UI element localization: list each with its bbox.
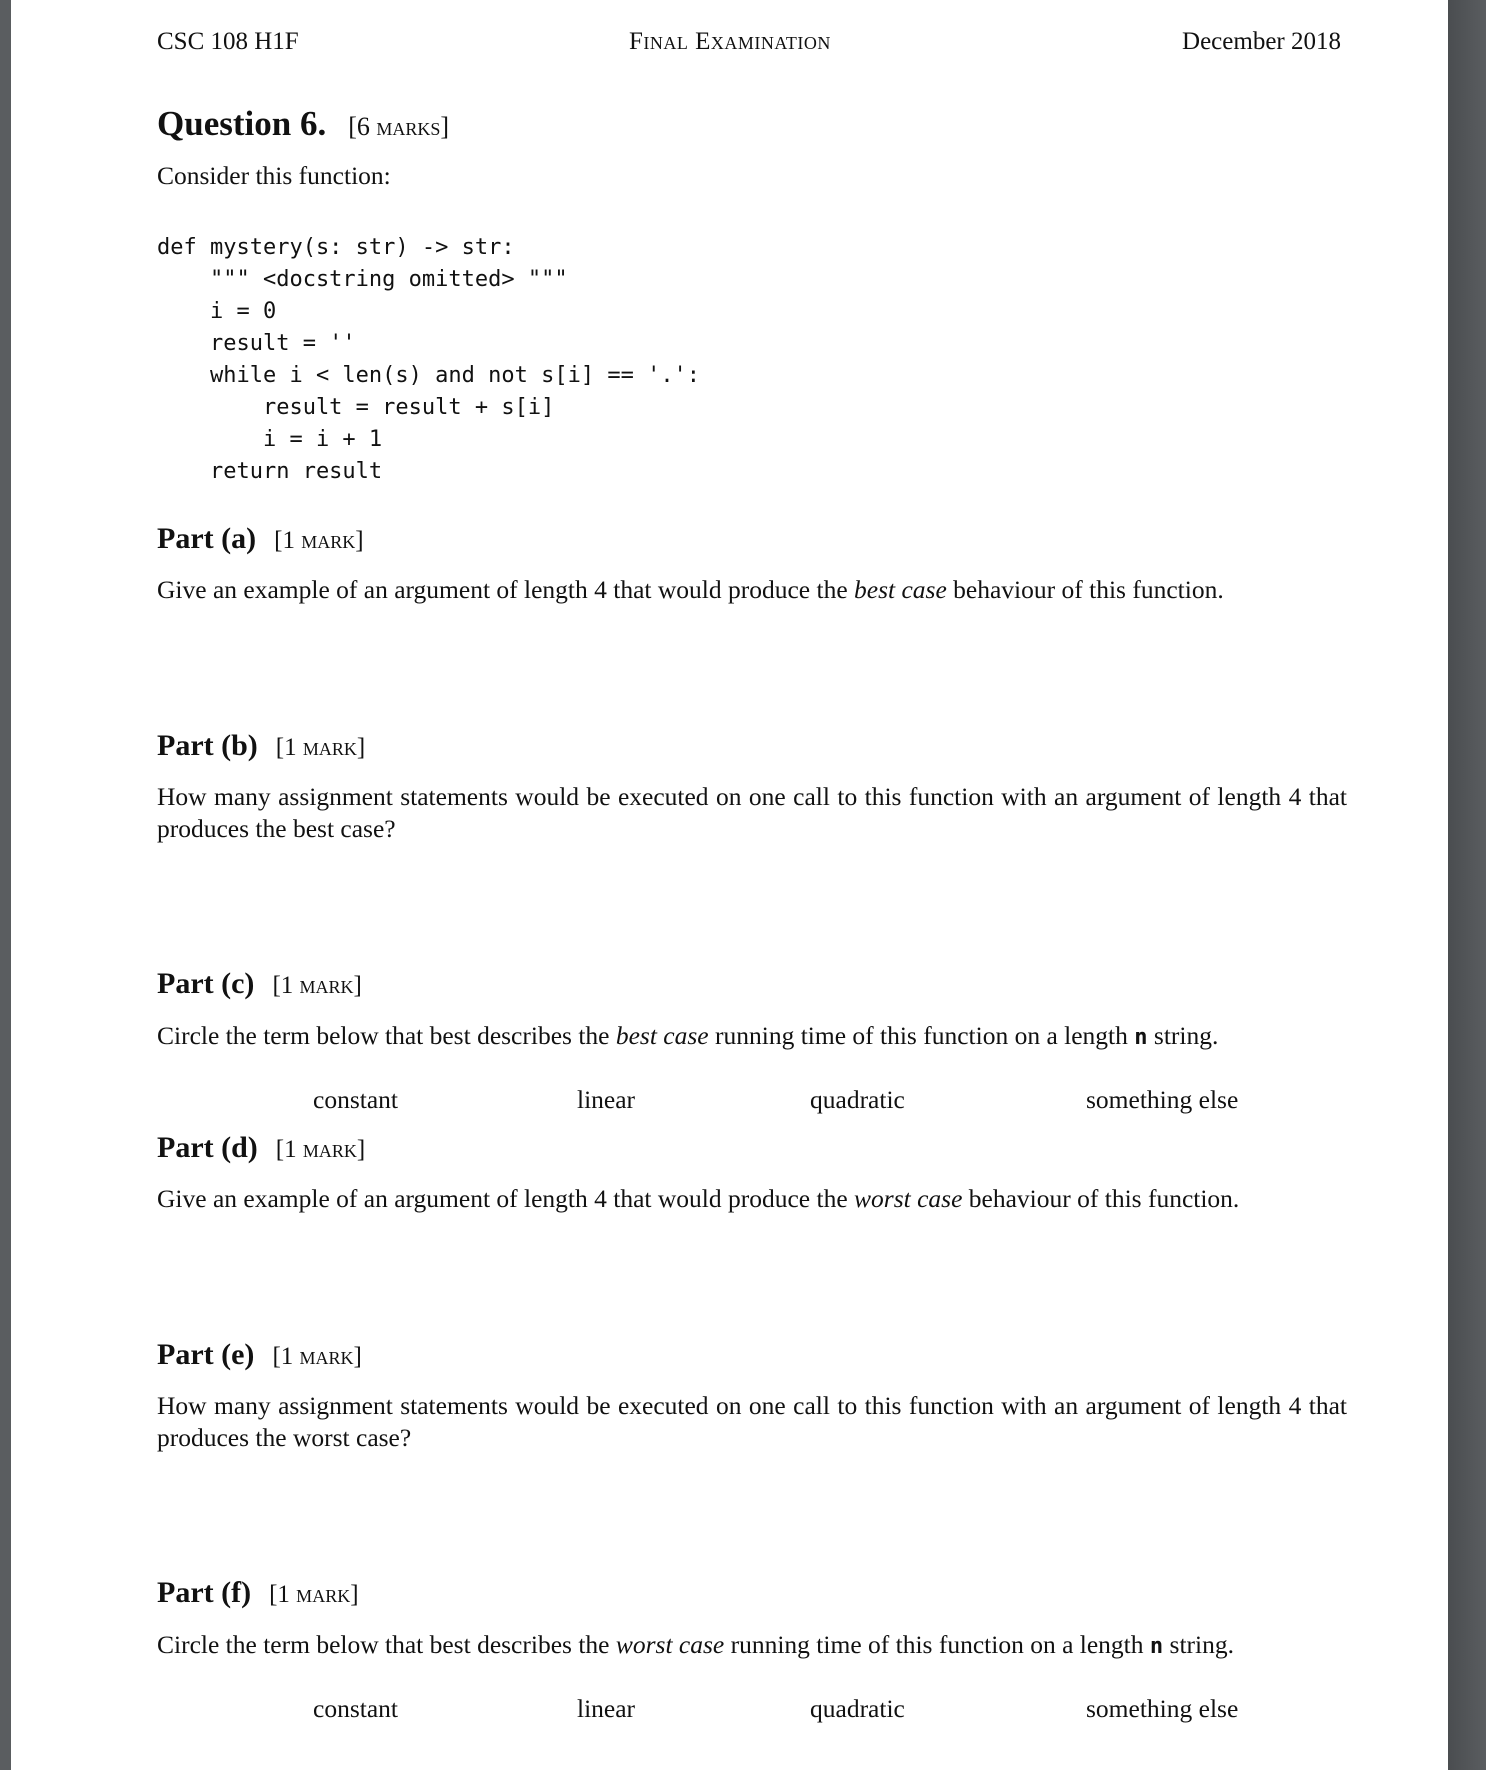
part-f-emph: worst case [615,1630,725,1659]
part-e-marks: [1 mark] [272,1343,362,1370]
part-a-text-2: behaviour of this function. [946,575,1224,604]
part-c-option-something-else[interactable]: something else [1086,1085,1239,1114]
exam-title: Final Examination [629,28,831,55]
part-c-option-linear[interactable]: linear [577,1085,636,1114]
part-f-prompt [157,1629,1234,1663]
exam-date: December 2018 [1182,28,1341,55]
part-c-prompt [157,1020,1218,1054]
part-c-label: Part (c) [157,967,255,1000]
part-f-var-n: n [1149,1634,1164,1659]
part-d-label: Part (d) [157,1131,258,1164]
part-a-label: Part (a) [157,522,257,555]
exam-page [11,0,1448,1770]
part-b-title [157,729,365,763]
part-d-marks: [1 mark] [275,1136,366,1163]
part-f-option-something-else[interactable]: something else [1086,1694,1239,1723]
part-c-marks: [1 mark] [272,972,362,999]
part-a-text-1: Give an example of an argument of length 4 that would produce the [157,575,855,604]
part-b-prompt: How many assignment statements would be executed on one call to this function with an argument of length 4 that produces the best case? [157,782,1347,843]
part-c-text-3: string. [1147,1021,1219,1050]
part-f-text-1: Circle the term below that best describes the [157,1630,616,1659]
part-c-option-constant[interactable]: constant [313,1085,398,1114]
part-d-text-1: Give an example of an argument of length 4 that would produce the [157,1184,855,1213]
part-f-text-3: string. [1163,1630,1234,1659]
part-d-prompt [157,1183,1239,1215]
question-marks: [6 marks] [348,112,450,141]
code-listing: def mystery(s: str) -> str: """ <docstring omitted> """ i = 0 result = '' while i < len(s) and not s[i] == '.': result = result + s[i] i = i + 1 return result [157,235,701,484]
part-a-prompt [157,574,1224,606]
question-title [157,104,449,144]
part-f-marks: [1 mark] [269,1581,359,1608]
part-a-title [157,522,364,556]
part-c-text-1: Circle the term below that best describes the [157,1021,616,1050]
part-e-label: Part (e) [157,1338,255,1371]
part-a-marks: [1 mark] [274,527,364,554]
part-f-label: Part (f) [157,1576,252,1609]
part-d-text-2: behaviour of this function. [962,1184,1240,1213]
part-e-title [157,1338,362,1372]
part-f-option-quadratic[interactable]: quadratic [810,1694,905,1723]
part-a-emph: best case [854,575,947,604]
part-f-option-constant[interactable]: constant [313,1694,398,1723]
course-code: CSC 108 H1F [157,28,299,55]
part-c-var-n: n [1134,1025,1148,1050]
part-b-label: Part (b) [157,729,258,762]
part-f-text-2: running time of this function on a length [724,1630,1150,1659]
part-c-title [157,967,362,1001]
question-intro: Consider this function: [157,161,391,190]
part-d-emph: worst case [854,1184,963,1213]
part-d-title [157,1131,365,1165]
part-e-prompt: How many assignment statements would be executed on one call to this function with an argument of length 4 that produces the worst case? [157,1391,1347,1452]
part-c-emph: best case [615,1021,709,1050]
viewer-right-margin [1448,0,1486,1770]
question-number: Question 6. [157,104,327,143]
part-b-marks: [1 mark] [275,734,366,761]
part-c-option-quadratic[interactable]: quadratic [810,1085,905,1114]
part-c-text-2: running time of this function on a length [708,1021,1135,1050]
part-f-title [157,1576,359,1610]
part-f-option-linear[interactable]: linear [577,1694,636,1723]
